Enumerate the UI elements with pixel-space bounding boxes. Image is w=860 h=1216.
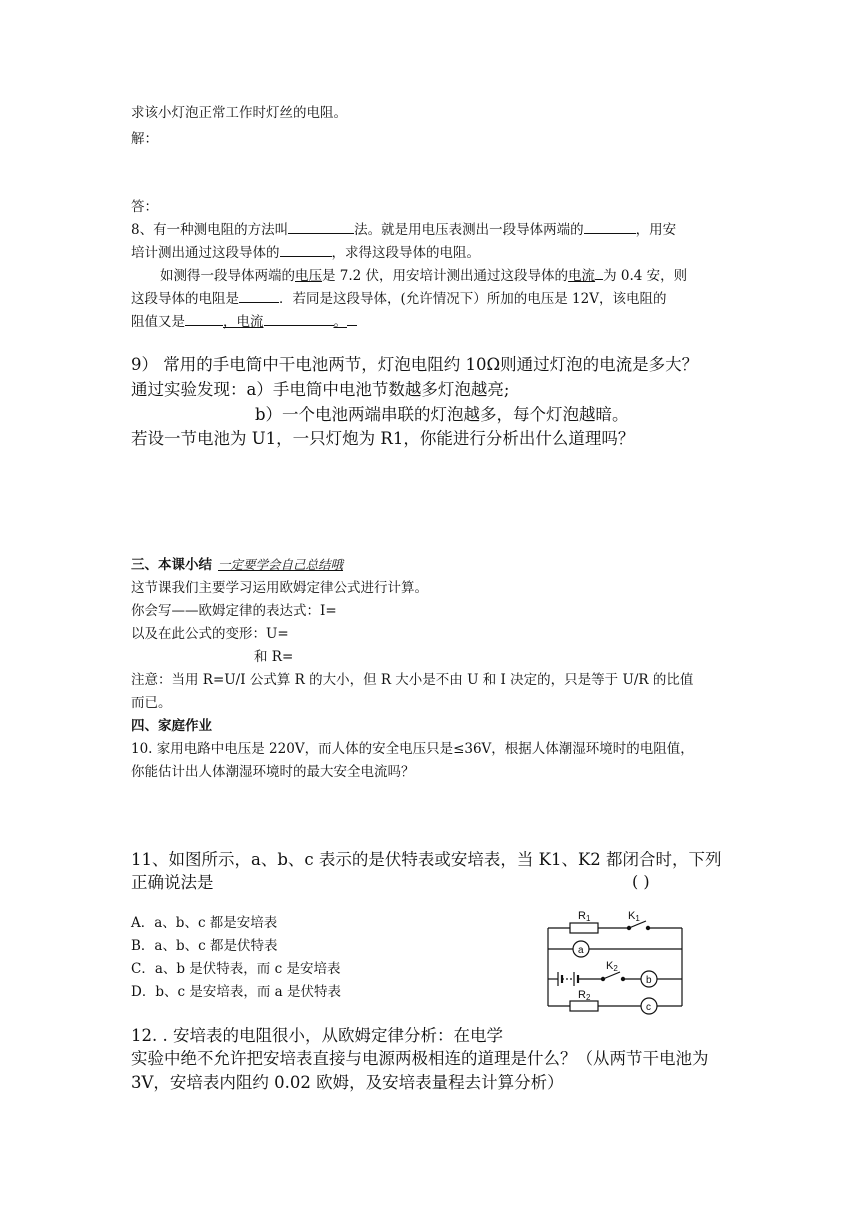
summary-line: 这节课我们主要学习运用欧姆定律公式进行计算。: [131, 580, 428, 596]
resistor-r2: [570, 1001, 598, 1011]
q8-line-4: [131, 288, 667, 308]
q8-line-3: [160, 265, 687, 285]
q8-text: 法。就是用电压表测出一段导体两端的: [354, 222, 584, 238]
circuit-diagram: [540, 906, 690, 1026]
q8-text: 。: [333, 314, 347, 330]
q8-text: ，用安: [635, 222, 677, 238]
q12-line-2: 实验中绝不允许把安培表直接与电源两极相连的道理是什么？（从两节干电池为: [131, 1049, 709, 1068]
q8-voltage-term: 电压: [295, 268, 322, 284]
q11-line-2: 正确说法是: [131, 873, 214, 892]
blank-resistance: [239, 288, 279, 303]
blank-method: [288, 219, 354, 234]
q7-line: 求该小灯泡正常工作时灯丝的电阻。: [131, 105, 347, 121]
q8-text: ．若同是这段导体，(允许情况下）所加的电压是 12V，该电阻的: [279, 291, 667, 307]
label-k2: K2: [606, 960, 618, 973]
q8-line-2: [131, 242, 480, 262]
q10-line-1: 10. 家用电路中电压是 220V，而人体的安全电压只是≤36V，根据人体潮湿环境时的电阻值，: [131, 741, 694, 757]
meter-a-label: a: [578, 945, 584, 956]
blank-voltage: [584, 219, 636, 234]
q8-text: ，电流: [223, 314, 264, 330]
summary-heading-line: [131, 556, 343, 574]
summary-line: 和 R=: [254, 649, 294, 665]
summary-line: 你会写——欧姆定律的表达式：I=: [131, 603, 337, 619]
summary-heading: 三、本课小结: [131, 557, 212, 573]
option-b: B．a、b、c 都是伏特表: [131, 938, 278, 954]
answer-label: 答：: [131, 199, 158, 215]
solve-label: 解：: [131, 131, 158, 147]
q12-line-3: 3V，安培表内阻约 0.02 欧姆，及安培表量程去计算分析）: [131, 1073, 564, 1092]
q8-text: 为 0.4 安，则: [603, 268, 688, 284]
option-c: C．a、b 是伏特表，而 c 是安培表: [131, 961, 341, 977]
q8-line-1: [131, 219, 676, 239]
blank-tail: [347, 311, 357, 326]
q8-text: 培计测出通过这段导体的: [131, 245, 280, 261]
option-d: D．b、c 是安培表，而 a 是伏特表: [131, 984, 341, 1000]
summary-line: 以及在此公式的变形：U=: [131, 626, 289, 642]
resistor-r1: [570, 923, 598, 933]
blank-resistance-2: [185, 311, 223, 326]
q10-line-2: 你能估计出人体潮湿环境时的最大安全电流吗？: [131, 764, 415, 780]
q8-text: 8、有一种测电阻的方法叫: [131, 222, 289, 238]
q8-text: ，求得这段导体的电阻。: [331, 245, 480, 261]
q8-current-term: 电流: [568, 268, 596, 284]
q8-line-5: [131, 311, 357, 331]
q9-line-4: 若设一节电池为 U1，一只灯炮为 R1，你能进行分析出什么道理吗？: [131, 429, 635, 448]
q8-text: 这段导体的电阻是: [131, 291, 239, 307]
blank-current: [280, 242, 332, 257]
summary-line: 而已。: [131, 695, 172, 711]
label-r1: R1: [578, 910, 591, 923]
q9-line-3: b）一个电池两端串联的灯泡越多，每个灯泡越暗。: [255, 405, 629, 424]
option-a: A．a、b、c 都是安培表: [131, 915, 278, 931]
meter-b-label: b: [646, 975, 652, 986]
summary-note: 一定要学会自己总结哦: [218, 557, 344, 572]
blank-gap: [595, 265, 603, 280]
label-k1: K1: [628, 910, 640, 923]
q8-text: 如测得一段导体两端的: [160, 268, 295, 284]
q11-line-1: 11、如图所示，a、b、c 表示的是伏特表或安培表，当 K1、K2 都闭合时，下列: [131, 850, 722, 869]
q8-text: 是 7.2 伏，用安培计测出通过这段导体的: [322, 268, 569, 284]
summary-line: 注意：当用 R=U/I 公式算 R 的大小，但 R 大小是不由 U 和 I 决定的，只是等于 U/R 的比值: [131, 672, 694, 688]
blank-current-2: [264, 311, 334, 326]
q12-line-1: 12. . 安培表的电阻很小，从欧姆定律分析：在电学: [131, 1026, 503, 1045]
switch-k2: [603, 972, 620, 979]
q8-text: 阻值又是: [131, 314, 185, 330]
q9-line-1: 9） 常用的手电筒中干电池两节，灯泡电阻约 10Ω则通过灯泡的电流是多大？: [131, 355, 699, 374]
meter-c-label: c: [646, 1002, 651, 1013]
q9-line-2: 通过实验发现：a）手电筒中电池节数越多灯泡越亮;: [131, 380, 510, 399]
label-r2: R2: [578, 989, 591, 1002]
answer-paren: ( ): [632, 872, 650, 891]
homework-heading: 四、家庭作业: [131, 718, 212, 734]
